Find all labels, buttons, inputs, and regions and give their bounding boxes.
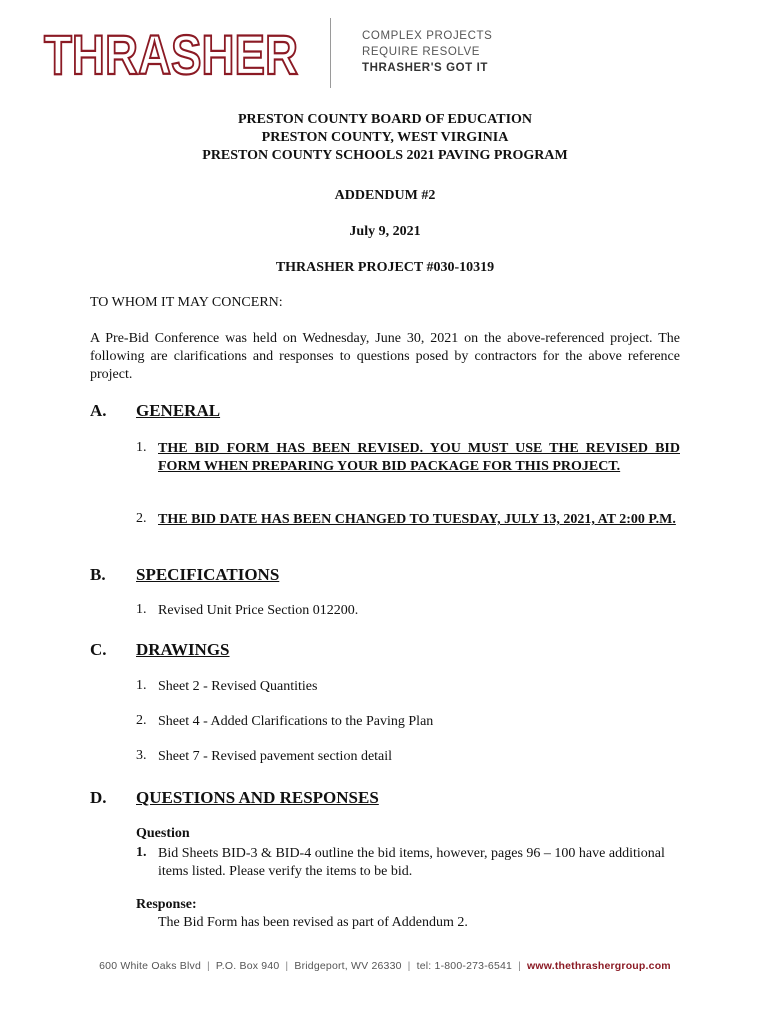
section-c-title: DRAWINGS xyxy=(136,640,230,659)
section-c-item-2-text: Sheet 4 - Added Clarifications to the Paving Plan xyxy=(158,714,434,729)
intro-paragraph: A Pre-Bid Conference was held on Wednesday, June 30, 2021 on the above-referenced project. The following are clarifications and responses to questions posed by contractors for the above reference project. xyxy=(90,331,680,382)
title-line-2: PRESTON COUNTY, WEST VIRGINIA xyxy=(261,130,509,145)
section-a-item-2-number: 2. xyxy=(136,511,147,526)
response-label: Response: xyxy=(136,897,197,912)
footer-city: Bridgeport, WV 26330 xyxy=(294,960,402,972)
section-b-item-1-number: 1. xyxy=(136,602,147,617)
section-d-letter: D. xyxy=(90,788,107,807)
salutation: TO WHOM IT MAY CONCERN: xyxy=(90,295,283,310)
section-c-item-3-number: 3. xyxy=(136,748,147,763)
section-c-item-3-text: Sheet 7 - Revised pavement section detail xyxy=(158,749,393,764)
section-c-item-2-number: 2. xyxy=(136,713,147,728)
section-a-letter: A. xyxy=(90,401,107,420)
tagline-line-1: COMPLEX PROJECTS xyxy=(362,30,493,42)
section-c-item-1-number: 1. xyxy=(136,678,147,693)
section-a-title: GENERAL xyxy=(136,401,221,420)
section-c-item-1-text: Sheet 2 - Revised Quantities xyxy=(158,679,318,694)
question-label: Question xyxy=(136,826,190,841)
section-b-item-1-text: Revised Unit Price Section 012200. xyxy=(158,603,359,618)
footer-separator: | xyxy=(407,960,411,972)
section-a-item-1-text: THE BID FORM HAS BEEN REVISED. YOU MUST USE THE REVISED BID FORM WHEN PREPARING YOUR BID PACKAGE FOR THIS PROJECT. xyxy=(158,441,680,474)
thrasher-logo xyxy=(44,23,298,86)
title-line-3: PRESTON COUNTY SCHOOLS 2021 PAVING PROGRAM xyxy=(202,148,568,163)
response-text: The Bid Form has been revised as part of Addendum 2. xyxy=(158,915,468,930)
document-date: July 9, 2021 xyxy=(349,224,421,239)
footer-separator: | xyxy=(206,960,210,972)
addendum-number: ADDENDUM #2 xyxy=(334,188,436,203)
tagline-line-3: THRASHER'S GOT IT xyxy=(362,62,489,74)
project-number: THRASHER PROJECT #030-10319 xyxy=(275,260,495,275)
question-number: 1. xyxy=(136,845,147,860)
section-b-letter: B. xyxy=(90,565,106,584)
footer-website-link[interactable]: www.thethrashergroup.com xyxy=(527,960,671,972)
section-c-letter: C. xyxy=(90,640,107,659)
section-d-title: QUESTIONS AND RESPONSES xyxy=(136,788,379,807)
title-line-1: PRESTON COUNTY BOARD OF EDUCATION xyxy=(237,112,533,127)
header-divider xyxy=(330,18,331,88)
footer-separator: | xyxy=(285,960,289,972)
footer-separator: | xyxy=(518,960,521,972)
tagline-line-2: REQUIRE RESOLVE xyxy=(362,46,481,58)
logo-text: THRASHER xyxy=(44,23,298,86)
page-footer xyxy=(0,960,770,972)
footer-address: 600 White Oaks Blvd xyxy=(99,960,201,972)
section-a-item-2-text: THE BID DATE HAS BEEN CHANGED TO TUESDAY, JULY 13, 2021, AT 2:00 P.M. xyxy=(158,512,676,527)
section-b-title: SPECIFICATIONS xyxy=(136,565,280,584)
section-a-item-1-number: 1. xyxy=(136,440,147,455)
footer-po-box: P.O. Box 940 xyxy=(215,960,280,972)
question-text: Bid Sheets BID-3 & BID-4 outline the bid items, however, pages 96 – 100 have additional items listed. Please verify the items to be bid. xyxy=(158,846,665,879)
footer-phone: tel: 1-800-273-6541 xyxy=(416,960,513,972)
